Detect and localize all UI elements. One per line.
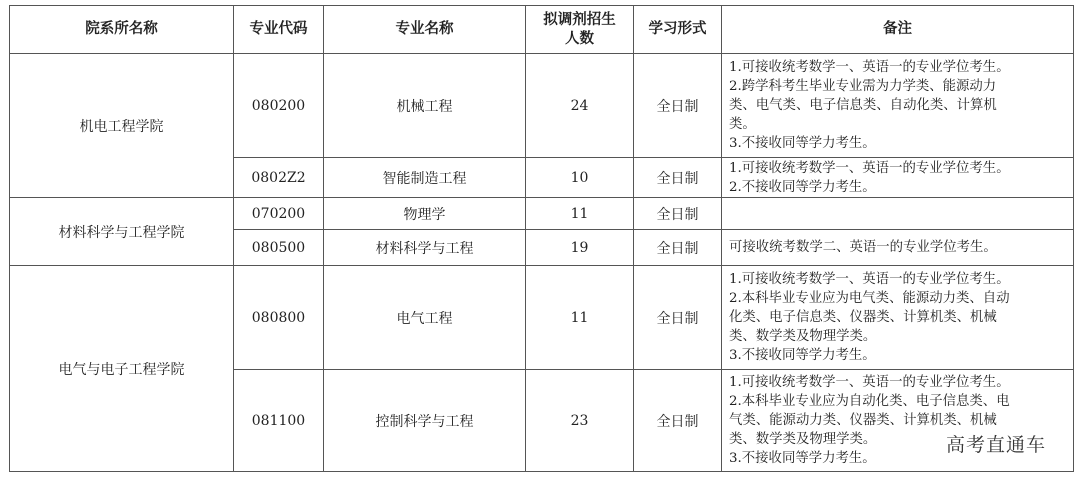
major-name: 智能制造工程 [324,158,526,198]
remark-line: 2.本科毕业专业应为自动化类、电子信息类、电 [729,394,1010,409]
remark-cell [722,266,1074,370]
major-code: 070200 [234,198,324,230]
major-code: 0802Z2 [234,158,324,198]
major-code: 080500 [234,230,324,266]
remark-line: 2.本科毕业专业应为电气类、能源动力类、自动 [729,291,1010,306]
table-row [10,266,1074,370]
adjustment-table [9,5,1074,472]
college-name: 机电工程学院 [10,54,234,198]
study-mode: 全日制 [634,198,722,230]
major-name: 物理学 [324,198,526,230]
major-code: 081100 [234,370,324,472]
college-name: 材料科学与工程学院 [10,198,234,266]
remark-cell [722,158,1074,198]
remark-line: 气类、能源动力类、仪器类、计算机类、机械 [729,413,997,428]
header-quota-line2: 人数 [565,30,594,47]
quota-count: 11 [526,266,634,370]
header-college: 院系所名称 [10,6,234,54]
header-remark: 备注 [722,6,1074,54]
remark-line: 3.不接收同等学力考生。 [729,451,876,466]
major-name: 机械工程 [324,54,526,158]
remark-line: 类、电气类、电子信息类、自动化类、计算机 [729,98,997,113]
header-quota-line1: 拟调剂招生 [543,11,616,28]
major-name: 材料科学与工程 [324,230,526,266]
remark-line: 类。 [729,117,756,132]
remark-line: 1.可接收统考数学一、英语一的专业学位考生。 [729,160,1010,176]
college-name: 电气与电子工程学院 [10,266,234,472]
remark-line: 类、数学类及物理学类。 [729,329,877,344]
remark-line: 3.不接收同等学力考生。 [729,348,876,363]
major-name: 控制科学与工程 [324,370,526,472]
remark-line: 化类、电子信息类、仪器类、计算机类、机械 [729,310,997,325]
table-row [10,54,1074,158]
study-mode: 全日制 [634,230,722,266]
remark-line: 3.不接收同等学力考生。 [729,136,876,151]
header-major: 专业名称 [324,6,526,54]
study-mode: 全日制 [634,370,722,472]
remark-line: 1.可接收统考数学一、英语一的专业学位考生。 [729,272,1010,287]
header-mode: 学习形式 [634,6,722,54]
quota-count: 11 [526,198,634,230]
study-mode: 全日制 [634,266,722,370]
remark-line: 2.跨学科考生毕业专业需为力学类、能源动力 [729,79,997,94]
quota-count: 19 [526,230,634,266]
major-code: 080800 [234,266,324,370]
watermark: 高考直通车 [942,430,1050,457]
remark-cell [722,54,1074,158]
remark-cell [722,198,1074,230]
header-row [10,6,1074,54]
quota-count: 24 [526,54,634,158]
quota-count: 23 [526,370,634,472]
study-mode: 全日制 [634,158,722,198]
remark-cell [722,230,1074,266]
remark-line: 2.不接收同等学力考生。 [729,179,876,195]
remark-line: 可接收统考数学二、英语一的专业学位考生。 [729,240,997,255]
header-quota [526,6,634,54]
remark-line: 1.可接收统考数学一、英语一的专业学位考生。 [729,60,1010,75]
header-code: 专业代码 [234,6,324,54]
remark-line: 1.可接收统考数学一、英语一的专业学位考生。 [729,375,1010,390]
remark-line: 类、数学类及物理学类。 [729,432,877,447]
study-mode: 全日制 [634,54,722,158]
major-code: 080200 [234,54,324,158]
table-row [10,198,1074,230]
major-name: 电气工程 [324,266,526,370]
quota-count: 10 [526,158,634,198]
